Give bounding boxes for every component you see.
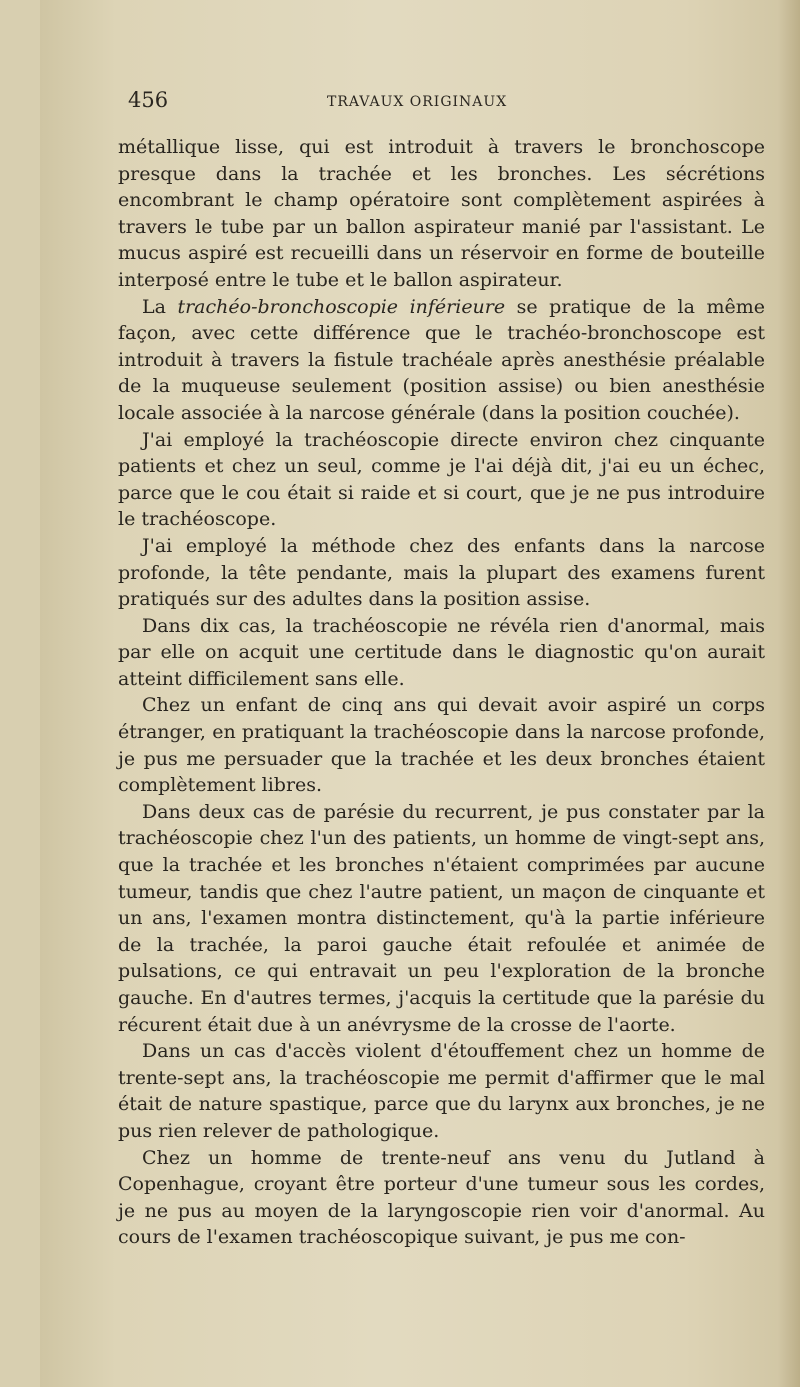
paragraph: Dans deux cas de parésie du recurrent, je pus constater par la trachéoscopie chez l'un des patients, un homme de vingt-sept ans, que la trachée et les bronches n'étaient comprimées par aucune tumeur, tandis que chez l'autre patient, un maçon de cinquante et un ans, l'examen montra distinctement, qu'à la partie inférieure de la trachée, la paroi gauche était refoulée et animée de pulsations, ce qui entravait un peu l'exploration de la bronche gauche. En d'autres termes, j'acquis la certitude que la parésie du récurent était due à un anévrysme de la crosse de l'aorte. xyxy=(118,800,765,1036)
italic-term: trachéo-bronchoscopie inférieure xyxy=(177,295,506,318)
page-gutter-shadow xyxy=(778,0,800,1387)
paragraph: Chez un homme de trente-neuf ans venu du Jutland à Copenhague, croyant être porteur d'une tumeur sous les cordes, je ne pus au moyen de la laryngoscopie rien voir d'anormal. Au cours de l'examen trachéoscopique suivant, je pus me con- xyxy=(118,1146,765,1249)
paragraph: J'ai employé la méthode chez des enfants dans la narcose profonde, la tête pendante, mais la plupart des examens furent pratiqués sur des adultes dans la position assise. xyxy=(118,534,765,611)
paragraph-rest: se pratique de la même façon, avec cette différence que le trachéo-bronchoscope est introduit à travers la fistule trachéale après anesthésie préalable de la muqueuse seulement (position assise) ou bien anesthésie locale associée à la narcose générale (dans la position couchée). xyxy=(118,295,766,424)
page-number: 456 xyxy=(128,88,169,112)
paragraph xyxy=(118,294,765,427)
paragraph: Dans un cas d'accès violent d'étouffement chez un homme de trente-sept ans, la trachéoscopie me permit d'affirmer que le mal était de nature spastique, parce que du larynx aux bronches, je ne pus rien relever de pathologique. xyxy=(118,1040,765,1142)
paragraph: Dans dix cas, la trachéoscopie ne révéla rien d'anormal, mais par elle on acquit une certitude dans le diagnostic qu'on aurait atteint difficilement sans elle. xyxy=(118,614,765,690)
paragraph: Chez un enfant de cinq ans qui devait avoir aspiré un corps étranger, en pratiquant la trachéoscopie dans la narcose profonde, je pus me persuader que la trachée et les deux bronches étaient complètement libres. xyxy=(118,694,765,797)
page-header xyxy=(128,88,768,118)
body-text xyxy=(118,134,765,1251)
paragraph: métallique lisse, qui est introduit à travers le bronchoscope presque dans la trachée et les bronches. Les sécrétions encombrant le champ opératoire sont complètement aspirées à travers le tube par un ballon aspirateur manié par l'assistant. Le mucus aspiré est recueilli dans un réservoir en forme de bouteille interposé entre le tube et le ballon aspirateur. xyxy=(118,136,765,291)
running-head: TRAVAUX ORIGINAUX xyxy=(327,94,508,110)
paragraph: J'ai employé la trachéoscopie directe environ chez cinquante patients et chez un seul, comme je l'ai déjà dit, j'ai eu un échec, parce que le cou était si raide et si court, que je ne pus introduire le trachéoscope. xyxy=(118,428,765,531)
paragraph-lead: La xyxy=(142,295,178,318)
